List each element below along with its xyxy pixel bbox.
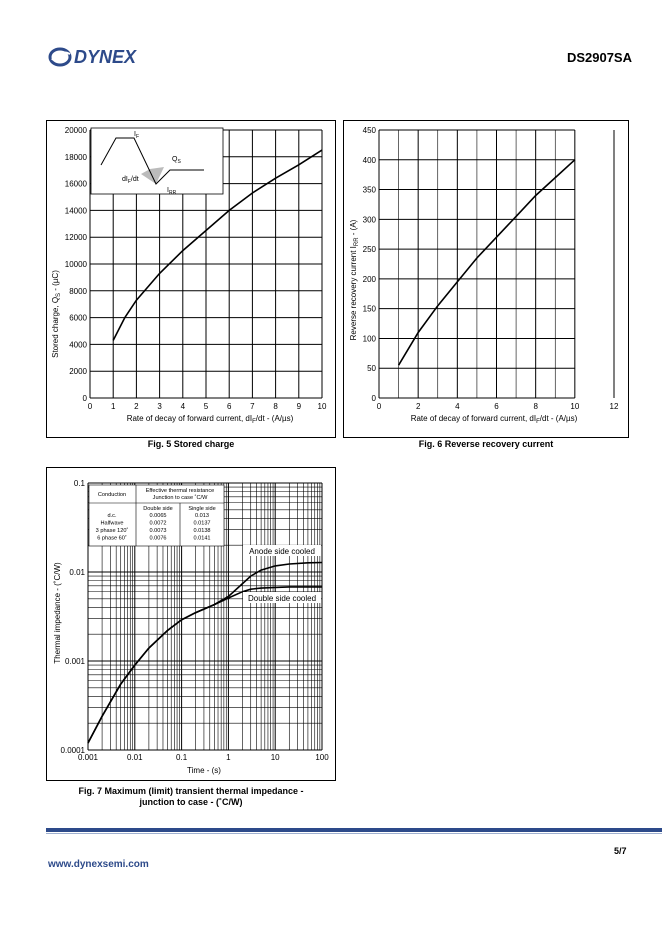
- logo-text: DYNEX: [74, 47, 137, 67]
- fig5-xtick-label: 2: [134, 402, 139, 411]
- fig7-ylabel: Thermal impedance - (˚C/W): [53, 562, 62, 664]
- fig5-xtick-label: 0: [87, 402, 93, 411]
- fig6-chart: [343, 120, 629, 438]
- fig6-ytick-label: 200: [362, 274, 376, 284]
- fig5-ytick-label: 0: [82, 394, 87, 403]
- fig5-xtick-label: 8: [273, 402, 278, 411]
- fig5-ytick-label: 8000: [69, 286, 87, 296]
- fig6-xtick-label: 4: [455, 402, 460, 411]
- fig7-table-resistance-header-2: Junction to case ˚C/W: [152, 495, 208, 501]
- fig6-xtick-label: 2: [415, 402, 421, 411]
- fig6-ytick-label: 400: [362, 155, 376, 165]
- fig5-xtick-label: 6: [226, 402, 232, 411]
- fig7-table-conduction-cell: 3 phase 120˚: [95, 528, 129, 534]
- footer-rule: [46, 828, 662, 832]
- fig7-table-double-cell: 0.0065: [149, 513, 167, 519]
- fig7-table-single-header: Single side: [188, 506, 216, 512]
- fig6-ytick-label: 0: [371, 394, 376, 403]
- fig7-table-double-header: Double side: [143, 506, 173, 512]
- fig6-xtick-label: 0: [376, 402, 382, 411]
- fig5-ytick-label: 20000: [64, 126, 87, 135]
- fig7-ytick-label: 0.001: [64, 657, 85, 666]
- fig7-xtick-label: 100: [315, 753, 329, 762]
- fig7-ytick-label: 0.1: [73, 479, 85, 488]
- fig5-xtick-label: 1: [110, 402, 116, 411]
- fig5-inset-box: [91, 128, 223, 194]
- fig5-ytick-label: 10000: [64, 260, 87, 269]
- document-id: DS2907SA: [566, 50, 632, 65]
- fig5-ytick-label: 14000: [64, 206, 87, 216]
- fig6-xtick-label: 12: [609, 402, 619, 411]
- fig7-ytick-label: 0.0001: [60, 746, 85, 755]
- fig6-caption: Fig. 6 Reverse recovery current: [418, 439, 554, 449]
- fig7-table-resistance-header-1: Effective thermal resistance: [145, 488, 215, 494]
- fig7-table-double-cell: 0.0072: [149, 520, 167, 527]
- fig6-xlabel: Rate of decay of forward current, $dI_F/dt - (A/\mu s)$: [410, 414, 578, 425]
- page-number: 5/7: [614, 846, 627, 856]
- fig5-caption: Fig. 5 Stored charge: [147, 439, 235, 449]
- fig7-table-conduction-cell: d.c.: [107, 513, 117, 519]
- fig6-ytick-label: 100: [362, 334, 376, 344]
- fig5-ytick-label: 16000: [64, 179, 87, 189]
- fig6-ytick-label: 150: [362, 304, 376, 314]
- fig5-inset-qs: $Q_S$: [172, 156, 181, 165]
- fig7-table-single-cell: 0.013: [195, 513, 209, 519]
- fig6-xtick-label: 8: [533, 402, 538, 411]
- fig7-chart: [46, 467, 336, 781]
- fig7-xlabel: Time - (s): [187, 766, 221, 775]
- fig7-xtick-label: 1: [226, 753, 231, 762]
- footer-rule-thin: [46, 833, 662, 834]
- fig5-xtick-label: 7: [250, 402, 255, 411]
- fig7-label-double: Double side cooled: [247, 594, 317, 603]
- fig5-ytick-label: 12000: [64, 233, 87, 243]
- fig5-inset-irr: $I_{RR}$: [167, 187, 177, 196]
- fig5-inset: [91, 128, 223, 196]
- fig5-xtick-label: 9: [296, 402, 302, 411]
- fig5-ytick-label: 18000: [64, 152, 87, 162]
- fig5-inset-didt: $dI_F/dt$: [122, 176, 139, 185]
- fig6-ytick-label: 50: [367, 364, 376, 374]
- fig5-xtick-label: 3: [157, 402, 162, 411]
- fig5-xtick-label: 10: [317, 402, 327, 411]
- fig7-table-single-cell: 0.0138: [193, 528, 211, 534]
- fig7-table-double-cell: 0.0073: [149, 528, 167, 534]
- fig7-xtick-label: 0.1: [176, 753, 188, 762]
- fig6-xtick-label: 6: [494, 402, 499, 411]
- fig7-table-single-cell: 0.0141: [193, 535, 211, 542]
- fig7-xtick-label: 0.01: [127, 753, 143, 762]
- fig5-chart: [46, 120, 336, 438]
- fig7-caption-line1: Fig. 7 Maximum (limit) transient thermal impedance -: [78, 786, 304, 796]
- fig7-table-conduction-header: Conduction: [97, 492, 127, 498]
- fig7-caption-line2: junction to case - (˚C/W): [139, 797, 243, 807]
- fig7-table-conduction-cell: Halfwave: [100, 520, 124, 527]
- fig6-ytick-label: 350: [362, 185, 376, 195]
- fig7-ytick-label: 0.01: [69, 568, 85, 577]
- dynex-logo-mark: [48, 45, 158, 69]
- fig6-grid: [379, 130, 614, 398]
- fig7-series-anode: [88, 563, 322, 744]
- fig7-xtick-label: 10: [270, 753, 280, 762]
- fig7-table-double-cell: 0.0076: [149, 535, 167, 542]
- fig5-inset-if: $I_F$: [134, 131, 140, 140]
- fig7-xtick-label: 0.001: [77, 753, 99, 762]
- fig5-ytick-label: 4000: [69, 340, 87, 350]
- fig5-xtick-label: 5: [203, 402, 209, 411]
- fig7-label-anode: Anode side cooled: [249, 547, 315, 556]
- fig6-ytick-label: 450: [362, 126, 376, 135]
- fig6-series-line: [399, 160, 575, 365]
- fig5-ytick-label: 6000: [69, 313, 87, 323]
- fig6-ylabel: Reverse recovery current $I_{RR} - (A)$: [349, 219, 360, 341]
- fig5-ytick-label: 2000: [69, 367, 87, 377]
- fig7-table-conduction-cell: 6 phase 60˚: [97, 535, 127, 542]
- fig7-table-single-cell: 0.0137: [193, 520, 211, 527]
- website-link[interactable]: www.dynexsemi.com: [48, 859, 149, 870]
- fig7-caption: [46, 786, 336, 808]
- fig5-xtick-label: 4: [180, 402, 186, 411]
- dynex-logo: [48, 45, 158, 69]
- fig6-ytick-label: 300: [362, 215, 376, 225]
- fig7-table: [89, 485, 224, 546]
- fig6-xtick-label: 10: [570, 402, 580, 411]
- fig6-ytick-label: 250: [362, 245, 376, 255]
- fig5-ylabel: Stored charge, $Q_S - (\mu C)$: [51, 270, 62, 358]
- fig5-xlabel: Rate of decay of forward current, $dI_F/dt - (A/\mu s)$: [126, 414, 294, 425]
